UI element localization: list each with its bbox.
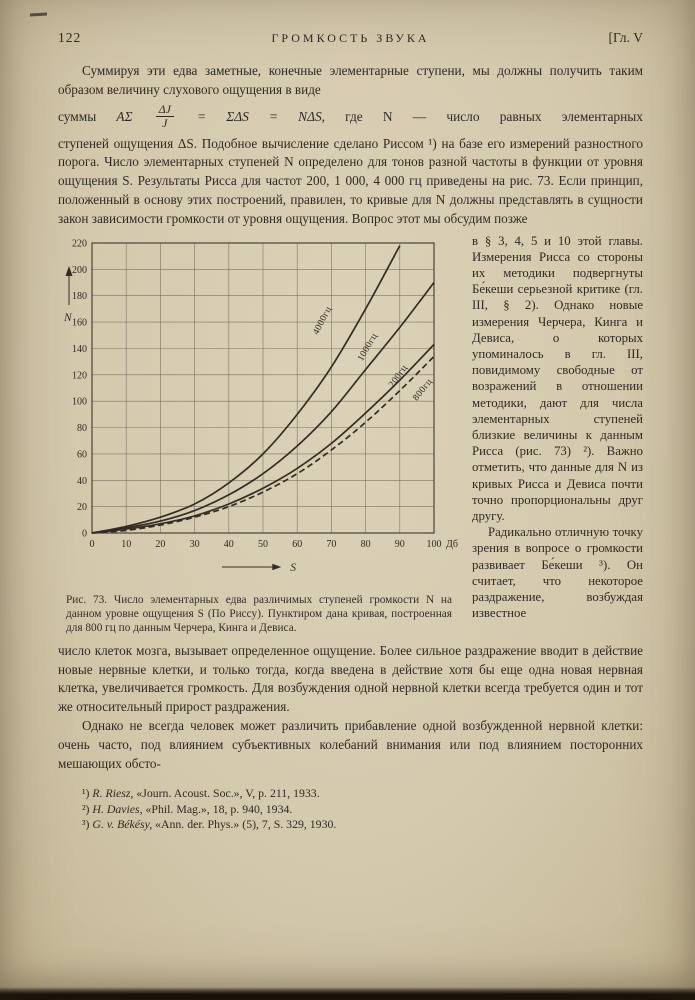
svg-text:100: 100 [72,396,87,408]
footnote-author: R. Riesz, [92,786,134,801]
svg-text:80: 80 [77,422,87,434]
svg-text:80: 80 [360,538,371,550]
footnote-marker: ²) [82,801,90,816]
svg-text:70: 70 [326,538,337,550]
footnote-text: «Journ. Acoust. Soc.», V, p. 211, 1933. [136,786,320,801]
svg-text:800гц: 800гц [411,376,435,403]
running-title: ГРОМКОСТЬ ЗВУКА [271,31,430,45]
paragraph-continuation: число клеток мозга, вызывает определенное ощущение. Более сильное раздражение вводит в действие новые нервные клетки, и только тогда, когда введена в действие хотя бы еще одна новая нервная клетка, увеличивается громкость. Для возбуждения одной нервной клетки всегда требуется один и тот же относительный прирост раздражения. [58,642,643,715]
svg-text:50: 50 [258,538,268,550]
figure-73 [58,233,460,636]
svg-text:1000гц: 1000гц [356,331,380,363]
svg-text:10: 10 [121,538,132,550]
svg-text:0: 0 [89,538,95,550]
svg-text:0: 0 [82,528,87,540]
svg-text:100: 100 [426,538,442,550]
formula-fraction: $\frac{\Delta J}{J}$ [156,103,174,130]
svg-text:120: 120 [72,369,87,381]
footnote-2 [82,802,643,817]
footnote-text: «Phil. Mag.», 18, p. 940, 1934. [145,801,293,816]
svg-text:60: 60 [292,538,303,550]
svg-text:4000гц: 4000гц [311,304,335,337]
formula-equation: = ΣΔS = NΔS, [197,108,325,124]
formula-where-clause: где N — число равных элементарных [345,108,643,124]
formula-prefix: суммы [58,108,97,124]
svg-text:30: 30 [189,538,200,550]
footnote-3 [82,817,643,832]
scan-artifact [30,13,47,17]
svg-text:40: 40 [223,538,234,550]
svg-text:60: 60 [77,448,87,460]
side-text-column [460,233,643,636]
paragraph-side-1: в § 3, 4, 5 и 10 этой главы. Измерения Рисса со стороны их методики подвергнуты Бе́кеши серьезной критике (гл. III, § 2). Однако новые измерения Черчера, Кинга и Девиса, о которых упоминалось в гл. III, повидимому свободные от возражений в отношении методики, дают для числа элементарных ступеней близкие величины к данным Рисса (рис. 73) ²). Важно отметить, что данные для N из кривых Рисса и Девиса почти точно пропорциональны друг другу. [472,233,643,524]
svg-text:180: 180 [72,290,87,302]
svg-text:Дб: Дб [446,538,458,550]
figure-caption: Рис. 73. Число элементарных едва различимых ступеней громкости N на данном уровне ощущения S (По Риссу). Пунктиром дана кривая, построенная для 800 гц по данным Черчера, Кинга и Девиса. [66,593,452,635]
footnote-1 [82,786,643,801]
footnotes [58,786,643,832]
svg-text:20: 20 [77,501,87,513]
footnote-marker: ³) [82,817,90,832]
formula-line [58,101,643,133]
formula-coefficient: AΣ [116,108,133,124]
footnote-author: G. v. Békésy, [92,817,153,832]
svg-text:90: 90 [394,538,405,550]
figure-chart-svg [58,233,460,585]
svg-text:200: 200 [72,264,87,276]
chapter-label: [Гл. V [608,30,643,45]
svg-text:S: S [290,561,297,574]
svg-text:40: 40 [77,475,87,487]
figure-row [58,233,643,636]
footnote-marker: ¹) [82,786,90,801]
svg-text:220: 220 [72,238,87,250]
paragraph-intro-continued: ступеней ощущения ΔS. Подобное вычисление сделано Риссом ¹) на базе его измерений разностного порога. Число элементарных ступеней N определено для тонов разной частоты в функции от уровня ощущения S. Результаты Рисса для частот 200, 1 000, 4 000 гц приведены на рис. 73. Если принцип, положенный в основу этих построений, правилен, то кривые для N должны представлять в сущности закон зависимости громкости от уровня ощущения. Вопрос этот мы обсудим позже [58,135,643,226]
footnote-author: H. Davies, [92,801,143,816]
paragraph-last: Однако не всегда человек может различить прибавление одной возбужденной нервной клетки: очень часто, под влиянием субъективных колебаний внимания или под влиянием посторонних мешающих обсто- [58,717,643,771]
page-number: 122 [58,30,82,45]
page-header [58,30,643,46]
scan-bottom-edge [0,987,695,1000]
svg-text:160: 160 [72,317,87,329]
svg-text:200гц: 200гц [387,362,410,390]
paragraph-intro: Суммируя эти едва заметные, конечные элементарные ступени, мы должны получить таким образом величину слухового ощущения в виде [58,63,643,97]
footnote-text: «Ann. der. Phys.» (5), 7, S. 329, 1930. [155,817,337,832]
paragraph-side-2: Радикально отличную точку зрения в вопросе о громкости развивает Бе́кеши ³). Он считает, что некоторое раздражение, возбуждая известное [472,525,643,621]
svg-text:N: N [64,311,72,324]
svg-text:140: 140 [72,343,87,355]
svg-text:20: 20 [155,538,166,550]
